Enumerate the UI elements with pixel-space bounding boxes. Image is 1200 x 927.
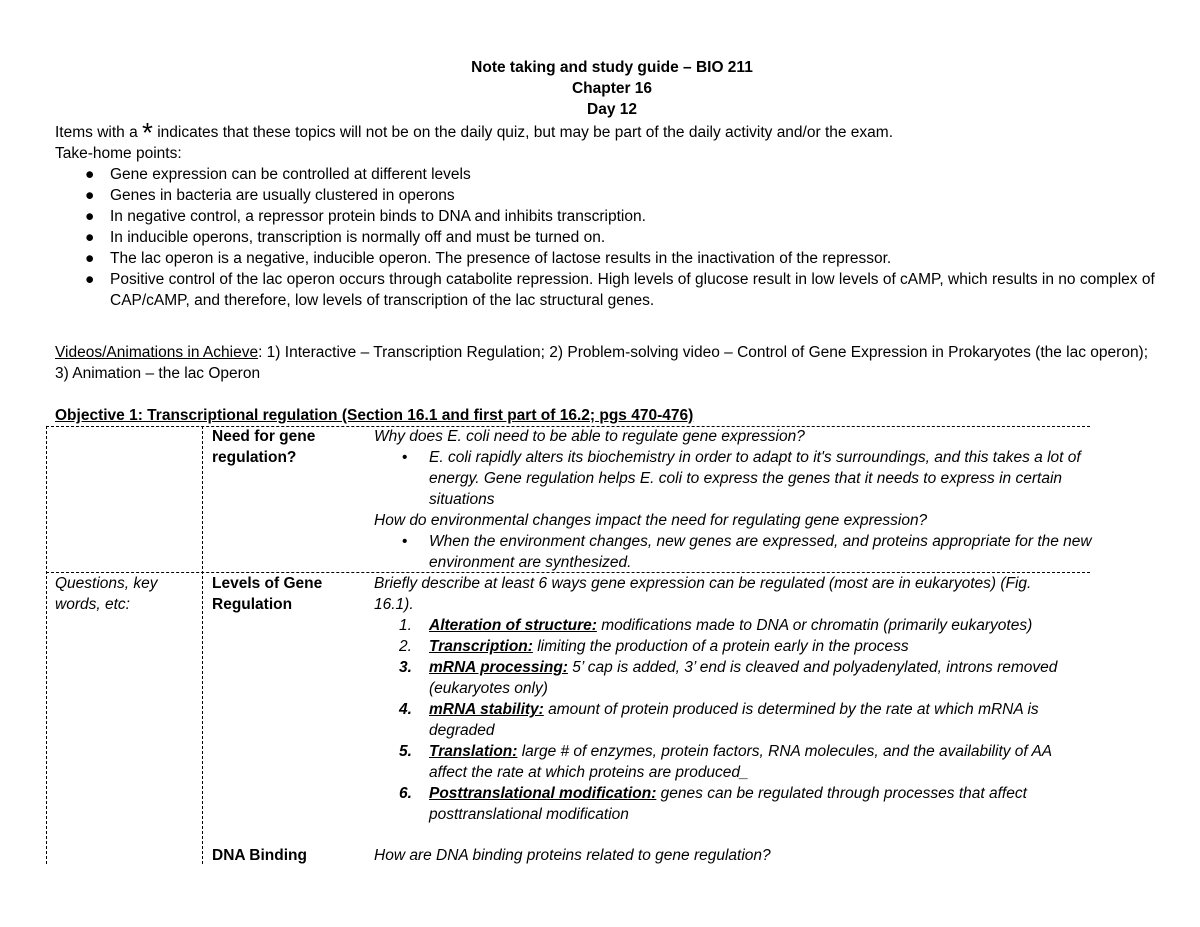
videos-label: Videos/Animations in Achieve bbox=[55, 344, 259, 361]
topic-need-for-regulation: Need for gene regulation? bbox=[212, 428, 316, 466]
list-item bbox=[55, 227, 1155, 248]
topic-dna-binding: DNA Binding bbox=[212, 847, 307, 864]
list-number: 3. bbox=[399, 659, 412, 676]
quiz-note-before: Items with a bbox=[55, 124, 142, 141]
row2-content bbox=[374, 573, 1074, 825]
bullet-icon: • bbox=[402, 449, 408, 466]
list-item-text: In negative control, a repressor protein binds to DNA and inhibits transcription. bbox=[110, 208, 646, 225]
level-desc: limiting the production of a protein early in the process bbox=[532, 638, 909, 655]
row1-answer-2 bbox=[374, 531, 1094, 573]
header-day: Day 12 bbox=[587, 101, 637, 118]
list-item-text: The lac operon is a negative, inducible operon. The presence of lactose results in the inactivation of the repressor. bbox=[110, 250, 892, 267]
level-term: Transcription: bbox=[429, 638, 533, 655]
list-item-text: Gene expression can be controlled at different levels bbox=[110, 166, 471, 183]
bullet-icon: ● bbox=[85, 208, 95, 225]
row1-content bbox=[374, 426, 1094, 573]
list-item bbox=[374, 699, 1074, 741]
list-item bbox=[374, 783, 1074, 825]
quiz-note bbox=[55, 117, 1155, 148]
levels-list bbox=[374, 615, 1074, 825]
bullet-icon: ● bbox=[85, 271, 95, 288]
level-term: Alteration of structure: bbox=[429, 617, 597, 634]
bullet-icon: • bbox=[402, 533, 408, 550]
header-chapter: Chapter 16 bbox=[571, 80, 653, 97]
videos-section bbox=[55, 342, 1155, 384]
list-item bbox=[55, 206, 1155, 227]
list-item-text: In inducible operons, transcription is normally off and must be turned on. bbox=[110, 229, 606, 246]
list-item bbox=[374, 741, 1074, 783]
objective-heading: Objective 1: Transcriptional regulation (Section 16.1 and first part of 16.2; pgs 470-476) bbox=[55, 407, 694, 424]
level-desc: large # of enzymes, protein factors, RNA molecules, and the availability of AA affect the rate at which proteins are produced_ bbox=[429, 743, 1052, 781]
row1-answer-1 bbox=[374, 447, 1094, 510]
row1-question-1: Why does E. coli need to be able to regulate gene expression? bbox=[374, 428, 805, 445]
list-item bbox=[374, 615, 1074, 636]
bullet-icon: ● bbox=[85, 229, 95, 246]
document-header bbox=[0, 57, 1200, 120]
row1-question-2: How do environmental changes impact the need for regulating gene expression? bbox=[374, 512, 928, 529]
row2-question: Briefly describe at least 6 ways gene expression can be regulated (most are in eukaryotes) (Fig. 16.1). bbox=[374, 575, 1032, 613]
level-desc: genes can be regulated through processes that affect posttranslational modification bbox=[429, 785, 1027, 823]
bullet-icon: ● bbox=[85, 250, 95, 267]
quiz-note-after: indicates that these topics will not be on the daily quiz, but may be part of the daily activity and/or the exam. bbox=[152, 124, 894, 141]
header-title: Note taking and study guide – BIO 211 bbox=[471, 59, 753, 76]
takehome-label: Take-home points: bbox=[55, 145, 182, 162]
list-item bbox=[374, 636, 1074, 657]
list-item-text: Positive control of the lac operon occurs through catabolite repression. High levels of glucose result in low levels of cAMP, which results in no complex of CAP/cAMP, and therefore, low levels of transcription of the lac structural genes. bbox=[110, 271, 1155, 309]
list-number: 1. bbox=[399, 617, 412, 634]
star-marker: * bbox=[142, 117, 153, 148]
takehome-list bbox=[55, 164, 1155, 311]
list-number: 2. bbox=[399, 638, 412, 655]
list-item bbox=[55, 185, 1155, 206]
list-item-text: Genes in bacteria are usually clustered in operons bbox=[110, 187, 455, 204]
table-column-divider bbox=[202, 426, 203, 864]
list-item bbox=[55, 269, 1155, 311]
bullet-icon: ● bbox=[85, 166, 95, 183]
list-number: 6. bbox=[399, 785, 412, 802]
list-item bbox=[55, 164, 1155, 185]
bullet-icon: ● bbox=[85, 187, 95, 204]
level-term: Translation: bbox=[429, 743, 518, 760]
row1-answer-1-text: E. coli rapidly alters its biochemistry in order to adapt to it's surroundings, and this takes a lot of energy. Gene regulation helps E. coli to express the genes that it needs to express in certain situations bbox=[429, 449, 1081, 508]
row3-question: How are DNA binding proteins related to gene regulation? bbox=[374, 847, 771, 864]
row1-answer-2-text: When the environment changes, new genes are expressed, and proteins appropriate for the new environment are synthesized. bbox=[429, 533, 1092, 571]
intro-section bbox=[55, 117, 1155, 311]
level-desc: amount of protein produced is determined by the rate at which mRNA is degraded bbox=[429, 701, 1039, 739]
side-label: Questions, key words, etc: bbox=[55, 575, 158, 613]
level-term: mRNA stability: bbox=[429, 701, 544, 718]
list-number: 5. bbox=[399, 743, 412, 760]
list-item bbox=[374, 657, 1074, 699]
videos-text: : 1) Interactive – Transcription Regulation; 2) Problem-solving video – Control of Gene Expression in Prokaryotes (the lac operon); 3) Animation – the lac Operon bbox=[55, 344, 1149, 382]
level-term: Posttranslational modification: bbox=[429, 785, 657, 802]
level-term: mRNA processing: bbox=[429, 659, 568, 676]
list-item bbox=[55, 248, 1155, 269]
table-border-left bbox=[46, 426, 47, 864]
list-number: 4. bbox=[399, 701, 412, 718]
topic-levels-of-regulation: Levels of Gene Regulation bbox=[212, 575, 323, 613]
level-desc: 5’ cap is added, 3’ end is cleaved and polyadenylated, introns removed (eukaryotes only) bbox=[429, 659, 1058, 697]
level-desc: modifications made to DNA or chromatin (primarily eukaryotes) bbox=[596, 617, 1033, 634]
